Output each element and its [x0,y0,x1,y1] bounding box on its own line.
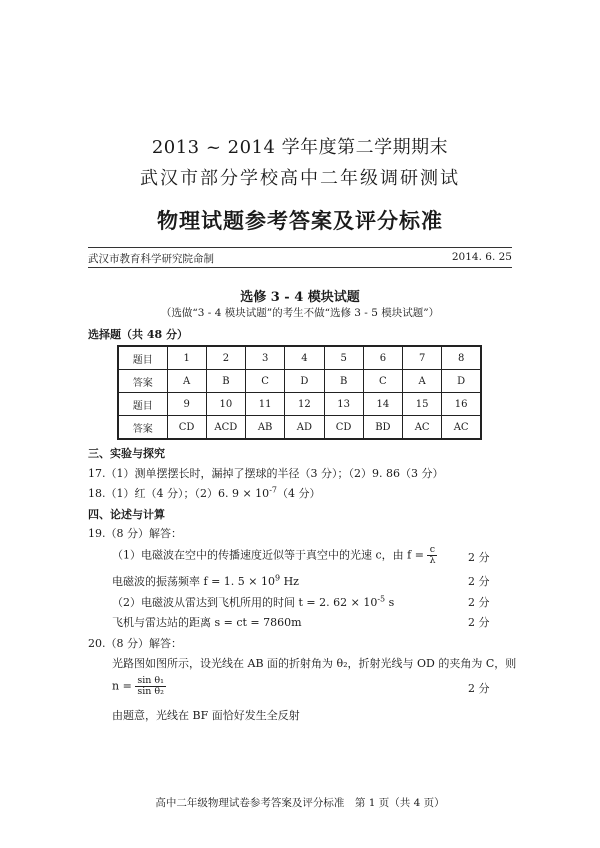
table-cell: 13 [324,393,363,416]
table-row [118,370,481,393]
q20-equation-lhs: n = [112,679,132,693]
table-cell: CD [167,416,206,440]
table-cell: 8 [442,346,481,370]
document-title: 物理试题参考答案及评分标准 [157,208,443,233]
table-cell: 10 [206,393,245,416]
table-cell: 15 [403,393,442,416]
q19-line3 [112,594,394,610]
module-note: （选做“3 - 4 模块试题”的考生不做“选修 3 - 5 模块试题”） [160,307,440,319]
table-cell: 9 [167,393,206,416]
choice-heading: 选择题（共 48 分） [88,328,188,341]
q19-line3-exponent: -5 [377,594,386,604]
q19-fraction-denominator: λ [429,555,436,566]
table-cell: 4 [285,346,324,370]
issue-date: 2014. 6. 25 [451,251,512,263]
table-cell: ACD [206,416,245,440]
exam-period: 2013 ~ 2014 学年度第二学期期末 [151,137,449,158]
table-cell: 12 [285,393,324,416]
table-row [118,393,481,416]
table-row-label: 答案 [118,370,167,393]
header-rule-top [88,247,512,248]
table-cell: D [442,370,481,393]
q19-line3-text: （2）电磁波从雷达到飞机所用的时间 t = 2. 62 × 10 [112,596,378,609]
q19-line1 [112,545,437,566]
q19-line2-score: 2 分 [468,575,490,588]
table-cell: C [246,370,285,393]
answer-q18-exponent: -7 [269,485,277,495]
table-cell: BD [363,416,402,440]
q20-fraction [135,676,166,697]
q19-line1-score: 2 分 [468,551,490,564]
q19-fraction-numerator: c [427,545,437,556]
answer-q18-main: 18.（1）红（4 分）；（2）6. 9 × 10 [88,487,270,500]
answer-table [117,345,482,440]
header-rule-bottom [88,267,512,268]
q19-heading: 19.（8 分）解答： [88,527,182,540]
table-row-label: 题目 [118,346,167,370]
q20-equation [112,676,166,697]
q19-line2-exponent: 9 [274,573,281,583]
q20-line2: 由题意，光线在 BF 面恰好发生全反射 [112,709,300,722]
q20-fraction-denominator: sin θ₂ [137,686,164,697]
table-cell: 5 [324,346,363,370]
table-cell: AC [403,416,442,440]
answer-q17: 17.（1）测单摆摆长时，漏掉了摆球的半径（3 分）；（2）9. 86（3 分） [88,467,444,480]
table-cell: B [206,370,245,393]
table-cell: AD [285,416,324,440]
q19-line3-unit: s [385,596,395,609]
exam-name: 武汉市部分学校高中二年级调研测试 [140,168,460,189]
q19-line2-text: 电磁波的振荡频率 f = 1. 5 × 10 [112,575,275,588]
q19-line1-text: （1）电磁波在空中的传播速度近似等于真空中的光速 c，由 f = [112,548,424,562]
table-cell: 14 [363,393,402,416]
table-row [118,346,481,370]
table-row-label: 答案 [118,416,167,440]
q19-line4-score: 2 分 [468,616,490,629]
table-row [118,416,481,440]
q20-heading: 20.（8 分）解答： [88,637,182,650]
module-title: 选修 3 - 4 模块试题 [240,290,360,305]
table-cell: 1 [167,346,206,370]
q20-equation-score: 2 分 [468,682,490,695]
q19-line2-unit: Hz [280,575,299,588]
table-cell: A [403,370,442,393]
calc-heading: 四、论述与计算 [88,508,165,521]
table-cell: 11 [246,393,285,416]
q19-line3-score: 2 分 [468,596,490,609]
q20-fraction-numerator: sin θ₁ [137,675,164,686]
table-row-label: 题目 [118,393,167,416]
q19-line2 [112,573,299,589]
table-cell: 2 [206,346,245,370]
table-cell: CD [324,416,363,440]
table-cell: D [285,370,324,393]
table-cell: B [324,370,363,393]
table-cell: AB [246,416,285,440]
answer-q18 [88,485,320,501]
q19-fraction [427,545,437,566]
q19-line4: 飞机与雷达站的距离 s = ct = 7860m [112,616,302,629]
table-cell: 6 [363,346,402,370]
page-footer: 高中二年级物理试卷参考答案及评分标准 第 1 页（共 4 页） [155,797,445,809]
table-cell: A [167,370,206,393]
q20-line1: 光路图如图所示，设光线在 AB 面的折射角为 θ₂，折射光线与 OD 的夹角为 C，则 [112,657,517,670]
table-cell: 7 [403,346,442,370]
experiment-heading: 三、实验与探究 [88,447,165,460]
issuing-org: 武汉市教育科学研究院命制 [88,253,214,265]
table-cell: AC [442,416,481,440]
answer-q18-score: （4 分） [276,487,321,500]
table-cell: 3 [246,346,285,370]
table-cell: C [363,370,402,393]
table-cell: 16 [442,393,481,416]
